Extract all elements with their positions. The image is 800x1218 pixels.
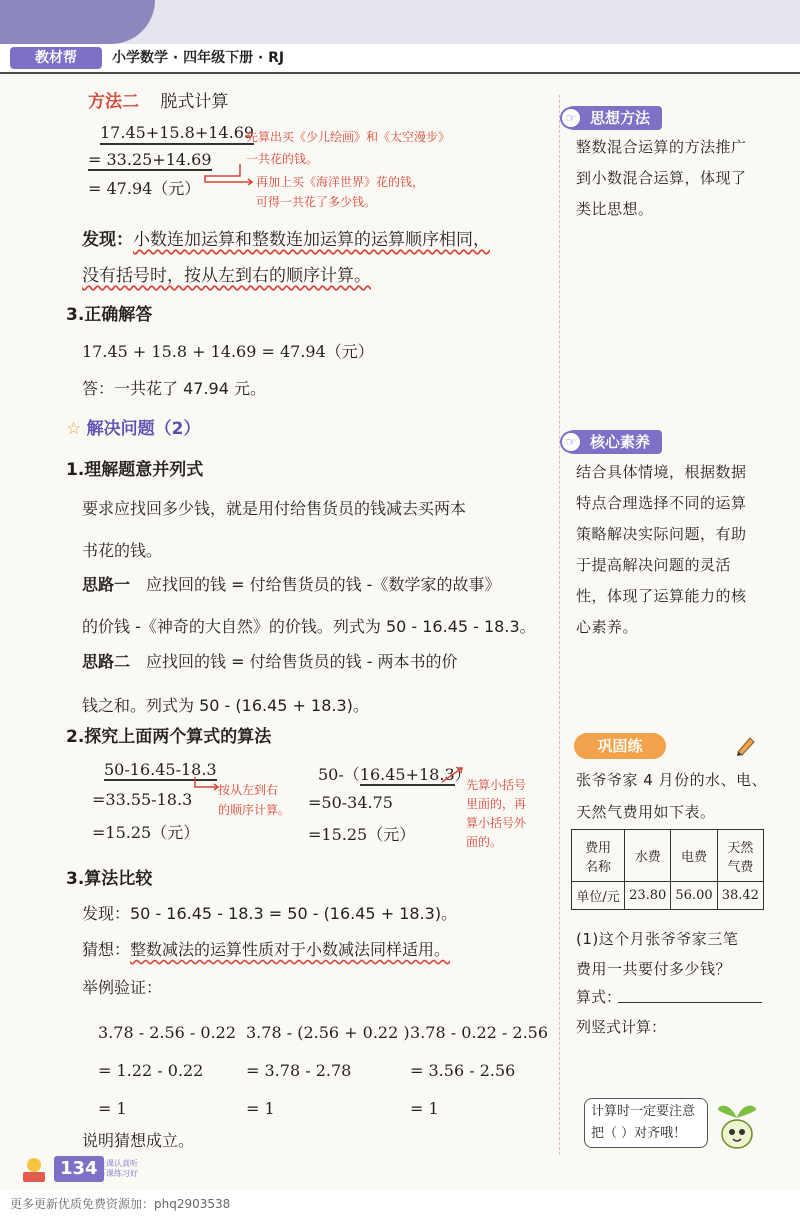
tip-bubble: 计算时一定要注意 把（ ）对齐哦！ <box>584 1098 708 1148</box>
section2-left3: =15.25（元） <box>92 823 200 842</box>
idea1-block: 思路一 应找回的钱 = 付给售货员的钱 -《数学家的故事》 的价钱 -《神奇的大自然》的价钱。列式为 50 - 16.45 - 18.3。 <box>82 575 536 636</box>
star-icon: ☆ <box>66 419 82 439</box>
fee-table-header-electric: 电费 <box>671 830 717 882</box>
brand-badge: 教材帮 <box>10 47 102 69</box>
section3b-guess: 猜想：整数减法的运算性质对于小数减法同样适用。 <box>82 940 451 959</box>
reading-child-icon <box>18 1156 52 1184</box>
section3b-title: 3.算法比较 <box>66 869 153 889</box>
book-title: 小学数学 · 四年级下册 · RJ <box>112 50 285 66</box>
formula-label: 算式： <box>576 988 622 1006</box>
discovery-line2: 没有括号时，按从左到右的顺序计算。 <box>82 266 371 286</box>
footer: 更多更新优质免费资源加：phq2903538 <box>0 1190 800 1218</box>
example-col2: 3.78 - (2.56 + 0.22 ) = 3.78 - 2.78 = 1 <box>246 1023 410 1118</box>
discovery-label: 发现： <box>82 230 133 250</box>
discovery-block <box>82 222 552 294</box>
section3a-title: 3.正确解答 <box>66 305 153 325</box>
example-col1: 3.78 - 2.56 - 0.22 = 1.22 - 0.22 = 1 <box>98 1023 237 1118</box>
idea1-label: 思路一 <box>82 575 131 594</box>
section3b-conclusion: 说明猜想成立。 <box>82 1131 195 1150</box>
section2-right1: 50-（16.45+18.3） <box>318 765 471 784</box>
idea2-label: 思路二 <box>82 652 131 671</box>
practice-question: (1)这个月张爷爷家三笔 费用一共要付多少钱？ <box>576 930 739 978</box>
section3b-example-label: 举例验证： <box>82 978 163 997</box>
practice-intro: 张爷爷家 4 月份的水、电、 天然气费用如下表。 <box>576 771 768 821</box>
page-number: 134 <box>54 1156 104 1182</box>
section2-right-note: 先算小括号 里面的，再 算小括号外 面的。 <box>466 778 527 849</box>
fee-table-row-label: 单位/元 <box>572 882 625 910</box>
core-text: 结合具体情境，根据数据 特点合理选择不同的运算 策略解决实际问题，有助 于提高解决问题的灵活 性，体现了运算能力的核 心素养。 <box>576 463 747 636</box>
fee-table-water: 23.80 <box>625 882 671 910</box>
fee-table-header-water: 水费 <box>625 830 671 882</box>
section2-right3: =15.25（元） <box>308 825 416 844</box>
section3a-answer: 答：一共花了 47.94 元。 <box>82 379 266 398</box>
method2-line3: = 47.94（元） <box>88 179 201 198</box>
example-col3: 3.78 - 0.22 - 2.56 = 3.56 - 2.56 = 1 <box>410 1023 549 1118</box>
section1-title: 1.理解题意并列式 <box>66 460 204 480</box>
formula-input-line[interactable] <box>618 1002 762 1003</box>
page-tagline: 上课认真听 下课练习好 <box>98 1159 138 1178</box>
fee-table-header-name: 费用 名称 <box>572 830 625 882</box>
section3b-discovery: 发现：50 - 16.45 - 18.3 = 50 - (16.45 + 18.3)。 <box>82 904 458 923</box>
pencil-icon <box>734 734 758 756</box>
section2-right2: =50-34.75 <box>308 793 393 812</box>
section2-left-note: 按从左到右 的顺序计算。 <box>218 783 291 817</box>
method2-title: 脱式计算 <box>160 92 229 112</box>
discovery-line1: 小数连加运算和整数连加运算的运算顺序相同， <box>133 230 490 250</box>
section2-left1: 50-16.45-18.3 <box>104 760 217 779</box>
hand-icon: ☞ <box>560 431 582 453</box>
section2-title: 2.探究上面两个算式的算法 <box>66 727 272 747</box>
practice-tag: 巩固练 <box>574 733 666 759</box>
method2-note1: 先算出买《少儿绘画》和《太空漫步》 一共花的钱。 <box>246 130 451 166</box>
fee-table <box>571 829 764 910</box>
fee-table-header-gas: 天然 气费 <box>717 830 763 882</box>
header-tab <box>0 0 155 44</box>
method2-line2: = 33.25+14.69 <box>88 150 212 169</box>
method2-line1: 17.45+15.8+14.69 <box>100 123 254 145</box>
fee-table-gas: 38.42 <box>717 882 763 910</box>
method2-label: 方法二 <box>88 92 139 112</box>
problem2-heading <box>66 414 201 439</box>
thinking-tag: 思想方法 <box>562 106 662 130</box>
section3a-equation: 17.45 + 15.8 + 14.69 = 47.94（元） <box>82 342 374 361</box>
idea2-block: 思路二 应找回的钱 = 付给售货员的钱 - 两本书的价 钱之和。列式为 50 - (16.45 + 18.3)。 <box>82 652 458 715</box>
sprout-mascot-icon <box>712 1098 762 1154</box>
section1-para: 要求应找回多少钱，就是用付给售货员的钱减去买两本 书花的钱。 <box>82 499 467 560</box>
core-tag: 核心素养 <box>562 430 662 454</box>
fee-table-electric: 56.00 <box>671 882 717 910</box>
section2-left2: =33.55-18.3 <box>92 790 193 809</box>
vertical-label: 列竖式计算： <box>576 1018 667 1036</box>
method2-heading <box>88 87 228 112</box>
method2-note2: 再加上买《海洋世界》花的钱， 可得一共花了多少钱。 <box>256 175 425 209</box>
page-number-area <box>18 1156 138 1184</box>
problem2-title: 解决问题（2） <box>86 419 201 439</box>
hand-icon: ☞ <box>560 107 582 129</box>
thinking-text: 整数混合运算的方法推广 到小数混合运算，体现了 类比思想。 <box>576 138 747 218</box>
